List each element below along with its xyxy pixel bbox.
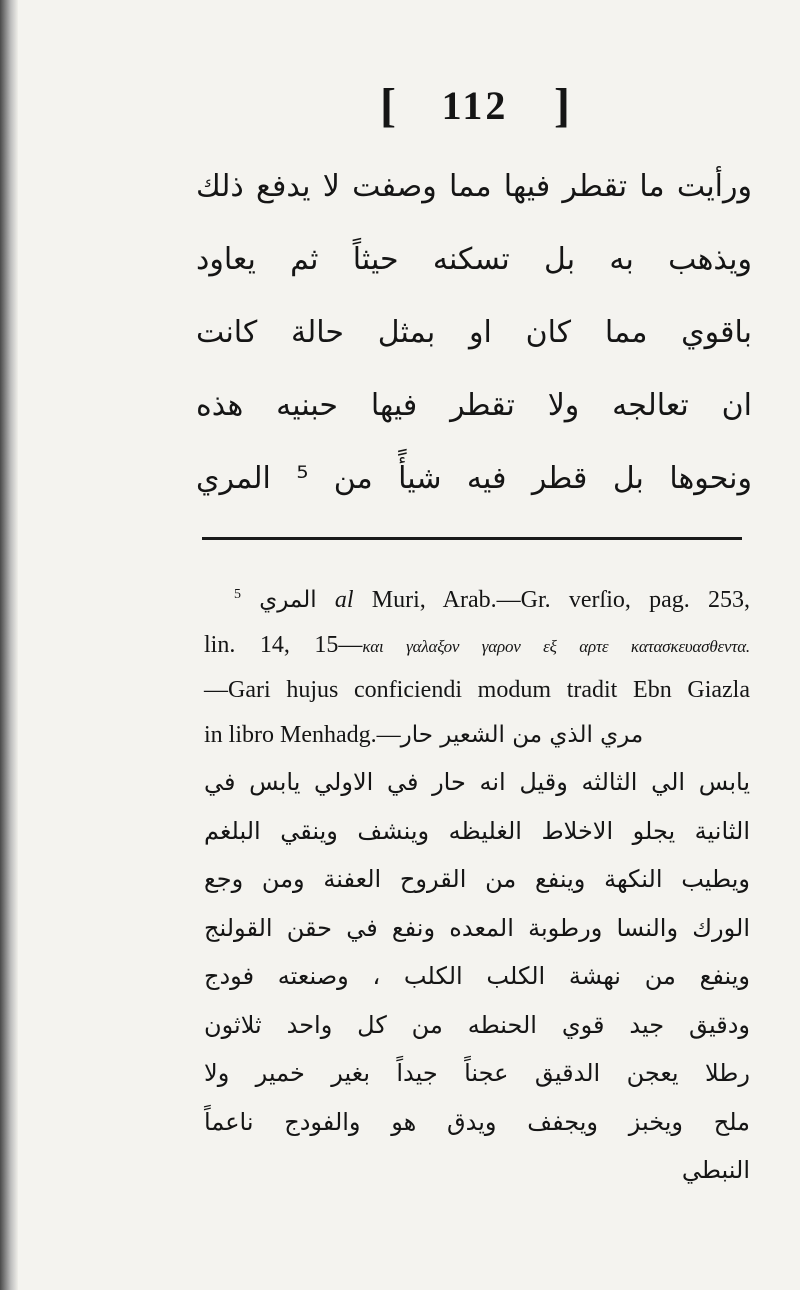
footnote-line [204,713,750,758]
footnote-greek-text: και γαλαξον γαρον εξ αρτε κατασκευασθεντα. [362,637,750,656]
footnote-divider [202,537,742,540]
header-bracket-right: ] [554,79,570,132]
arabic-main-text [196,150,752,515]
footnote-arabic-line: الورك والنسا ورطوبة المعده ونفع في حقن القولنج [204,913,750,942]
footnote-text: Muri, Arab.—Gr. verſio, pag. 253, [371,587,750,613]
footnote-arabic-line: الثانية يجلو الاخلاط الغليظه وينشف وينقي البلغم [204,816,750,845]
arabic-text-line: ان تعالجه ولا تقطر فيها حبنيه هذه [196,388,752,423]
arabic-text-line: ورأيت ما تقطر فيها مما وصفت لا يدفع ذلك [196,169,752,204]
footnote-text: in libro Menhadg.— [204,722,401,748]
page-header [380,78,570,134]
footnote [204,578,750,1195]
footnote-arabic-line: النبطي [681,1156,750,1184]
footnote-line [204,578,750,623]
footnote-arabic-line: ملح ويخبز ويجفف ويدق هو والفودج ناعماً [204,1107,750,1136]
arabic-text-line: باقوي مما كان او بمثل حالة كانت [196,315,752,350]
header-bracket-left: [ [380,79,396,132]
footnote-arabic-line: ودقيق جيد قوي الحنطه من كل واحد ثلاثون [204,1010,750,1039]
footnote-arabic-line: وينفع من نهشة الكلب الكلب ، وصنعته فودج [204,962,750,990]
arabic-text-line: ونحوها بل قطر فيه شيأً من ⁵ المري [196,461,752,496]
footnote-text: lin. 14, 15— [204,632,363,658]
arabic-text-line: ويذهب به بل تسكنه حيثاً ثم يعاود [196,242,752,277]
footnote-arabic-line: ويطيب النكهة وينفع من القروح العفنة ومن وجع [204,865,750,893]
footnote-arabic-line: يابس الي الثالثه وقيل انه حار في الاولي يابس في [204,768,750,796]
footnote-arabic-line: رطلا يعجن الدقيق عجناً جيداً بغير خمير ولا [204,1059,750,1087]
footnote-number: 5 [234,587,241,602]
footnote-transliteration: al [334,587,354,613]
footnote-arabic-word: المري [259,587,317,613]
footnote-line [204,623,750,668]
page-gutter-shadow [0,0,18,1290]
page-number: 112 [441,83,509,128]
footnote-arabic-text: مري الذي من الشعير حار [400,722,644,748]
footnote-line: —Gari hujus conficiendi modum tradit Ebn Giazla [204,677,750,703]
